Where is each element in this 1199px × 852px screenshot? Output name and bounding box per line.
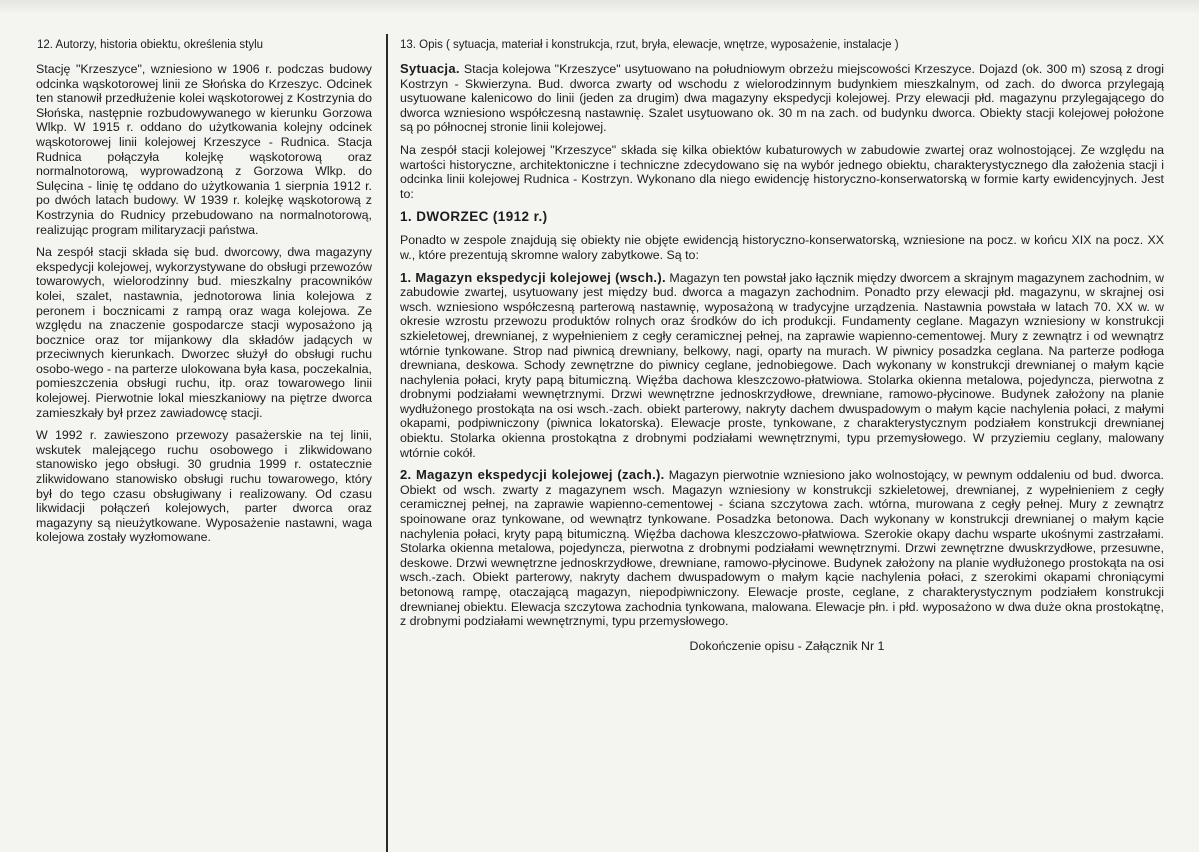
situation-lead: Sytuacja. [400,61,460,76]
situation-paragraph [400,62,1164,135]
column-divider [386,34,388,852]
section-13-heading: 13. Opis ( sytuacja, materiał i konstrukcja, rzut, bryła, elewacje, wnętrze, wyposażenie, instalacje ) [400,39,899,51]
attachment-note: Dokończenie opisu - Załącznik Nr 1 [689,638,885,653]
magazyn-west-lead: 2. Magazyn ekspedycji kolejowej (zach.). [400,467,665,483]
situation-text: Stacja kolejowa "Krzeszyce" usytuowano na południowym obrzeżu miejscowości Krzeszyce. Dojazd (ok. 300 m) szosą z drogi Kostrzyn - Skwierzyna. Bud. dworca zwarty od wschodu z wielorodzinnym budynkiem mieszkalnym, od zach. do dworca przylegają usytuowane kalenicowo do linii (jeden za drugim) dwa magazyny ekspedycji kolejowej. Przy elewacji płd. magazynu przylegającego do dworca wzniesiono współczesną nastawnię. Szalet usytuowano ok. 30 m na zach. od budynku dworca. Obiekty stacji kolejowej położone są po północnej stronie linii kolejowej. [400,62,1164,135]
top-edge-shadow [0,0,1199,14]
section-12-heading: 12. Autorzy, historia obiektu, określenia stylu [37,39,264,51]
left-column [36,38,372,852]
history-paragraph-1: Stację "Krzeszyce", wzniesiono w 1906 r. podczas budowy odcinka wąskotorowej linii ze Słońska do Krzeszyc. Odcinek ten stanowił przedłużenie kolei wąskotorowej z Kostrzynia do Słońska, następnie rozbudowywanego w kierunku Gorzowa Wlkp. W 1915 r. oddano do użytkowania kolejny odcinek wąskotorowej linii kolejowej Krzeszyce - Rudnica. Stacja Rudnica połączyła kolejkę wąskotorową oraz normalnotorową, wyprowadzoną z Gorzowa Wlkp. do Sulęcina - linię tę oddano do użytkowania 1 sierpnia 1912 r. po dwóch latach budowy. W 1939 r. kolejkę wąskotorową z Kostrzynia do Rudnicy przebudowano na normalnotorową, realizując program militaryzacji państwa. [36,62,372,237]
magazyn-east-text: Magazyn ten powstał jako łącznik między dworcem a skrajnym magazynem zachodnim, w zabudowie zwartej, usytuowany jest między bud. dworca a magazyn zachodnim. Ponadto przy elewacji płd. magazynu, w skrajnej osi wsch. wzniesiono współczesną parterową nastawnię, wyposażoną w tradycyjne urządzenia. Nastawnia powstała w latach 70. XX w. w okresie wzrostu przewozu produktów rolnych oraz środków do ich produkcji. Fundamenty ceglane. Magazyn wzniesiony w konstrukcji szkieletowej, drewnianej, z wypełnieniem z cegły ceramicznej pełnej, na zaprawie wapienno-cementowej. Mury z zewnątrz i od wewnątrz wtórnie tynkowane. Strop nad piwnicą drewniany, belkowy, nagi, oparty na murach. W piwnicy posadzka ceglana. Na parterze podłoga drewniana, deskowa. Schody zewnętrzne do piwnicy ceglane, jednobiegowe. Dach wykonany w konstrukcji drewnianej o małym kącie nachylenia połaci, kryty papą bitumiczną. Więźba dachowa kleszczowo-płatwiowa. Stolarka okienna metalowa, pojedyncza, pierwotna z drobnymi podziałami wewnętrznymi. Drzwi wewnętrzne jednoskrzydłowe, drewniane, ramowo-płycinowe. Budynek założony na planie wydłużonego prostokąta na osi wsch.-zach. obiekt parterowy, nakryty dachem dwuspadowym o małym kącie nachylenia połaci, z małymi okapami, podpiwniczony (piwnica lokatorska). Elewacje proste, tynkowane, z charakterystycznym podziałem konstrukcji drewnianej obiektu. Stolarka okienna prostokątna z drobnymi podziałami wewnętrznymi, typu przemysłowego. W przyziemiu ceglany, malowany wtórnie cokół. [400,270,1164,460]
magazyn-east-lead: 1. Magazyn ekspedycji kolejowej (wsch.). [400,269,666,285]
dworzec-heading: 1. DWORZEC (1912 r.) [400,209,548,225]
magazyn-west-text: Magazyn pierwotnie wzniesiono jako wolnostojący, w pewnym oddaleniu od bud. dworca. Obiekt od wsch. zwarty z magazynem wsch. Magazyn wzniesiony w konstrukcji szkieletowej, drewnianej, z wypełnieniem z cegły ceramicznej pełnej, na zaprawie wapienno-cementowej - ściana szczytowa zach. wtórna, murowana z cegły pełnej. Mury z zewnątrz spoinowane oraz tynkowane, od wewnątrz tynkowane. Posadzka betonowa. Dach wykonany w konstrukcji drewnianej o małym kącie nachylenia połaci, kryty papą bitumiczną. Więźba dachowa kleszczowo-płatwiowa. Szerokie okapy dachu wsparte ukośnymi zastrzałami. Stolarka okienna metalowa, pojedyncza, pierwotna z drobnymi podziałami wewnętrznymi. Drzwi zewnętrzne dwuskrzydłowe, przesuwne, deskowe. Drzwi wewnętrzne jednoskrzydłowe, drewniane, ramowo-płycinowe. Budynek założony na planie wydłużonego prostokąta na osi wsch.-zach. Obiekt parterowy, nakryty dachem dwuspadowym o małym kącie nachylenia połaci, z szerokimi okapami chroniącymi betonową rampę, otaczającą magazyn, niepodpiwniczony. Elewacje proste, ceglane, z charakterystycznym podziałem konstrukcji drewnianej obiektu. Elewacja szczytowa zachodnia tynkowana, malowana. Elewacje płn. i płd. wyposażono w dwa duże okna prostokątnę, z drobnymi podziałami wewnętrznymi, typu przemysłowego. [400,468,1164,629]
other-objects-paragraph: Ponadto w zespole znajdują się obiekty nie objęte ewidencją historyczno-konserwatorską, wzniesione na pocz. w końcu XIX na pocz. XX w., które prezentują skromne walory zabytkowe. Są to: [400,233,1164,262]
complex-paragraph: Na zespół stacji kolejowej "Krzeszyce" składa się kilka obiektów kubaturowych w zabudowie zwartej oraz wolnostojącej. Ze względu na wartości historyczne, architektoniczne i techniczne zdecydowano się na wybór jednego obiektu, charakterystycznego dla założenia stacji i odcinka linii kolejowej Rudnica - Kostrzyn. Wykonano dla niego ewidencję historyczno-konserwatorską w formie karty ewidencyjnych. Jest to: [400,142,1164,201]
magazyn-west-paragraph [400,468,1164,629]
history-paragraph-2: Na zespół stacji składa się bud. dworcowy, dwa magazyny ekspedycji kolejowej, wykorzystywane do obsługi przewozów towarowych, wielorodzinny bud. mieszkalny pracowników kolei, szalet, nastawnia, jednotorowa linia kolejowa z peronem i bocznicami z rampą oraz waga kolejowa. Ze względu na znaczenie gospodarcze stacji wyposażono ją bocznice oraz tor mijankowy dla składów jadących w przeciwnych kierunkach. Dworzec służył do obsługi ruchu osobo-wego - na parterze ulokowana była kasa, poczekalnia, pomieszczenia obsługi ruchu, itp. oraz towarowego linii kolejowej. Pierwotnie lokal mieszkaniowy na piętrze dworca zamieszkały był przez zawiadowcę stacji. [36,245,372,420]
right-column [400,38,1164,852]
history-paragraph-3: W 1992 r. zawieszono przewozy pasażerskie na tej linii, wskutek malejącego ruchu osobowego i zlikwidowano stanowisko jego obsługi. 30 grudnia 1999 r. ostatecznie zlikwidowano stanowisko obsługi ruchu towarowego, który był do tego czasu obsługiwany i realizowany. Od czasu likwidacji połączeń kolejowych, parter dworca oraz magazyny są nieużytkowane. Wyposażenie nastawni, waga kolejowa zostały wyzłomowane. [36,428,372,545]
magazyn-east-paragraph [400,271,1164,461]
